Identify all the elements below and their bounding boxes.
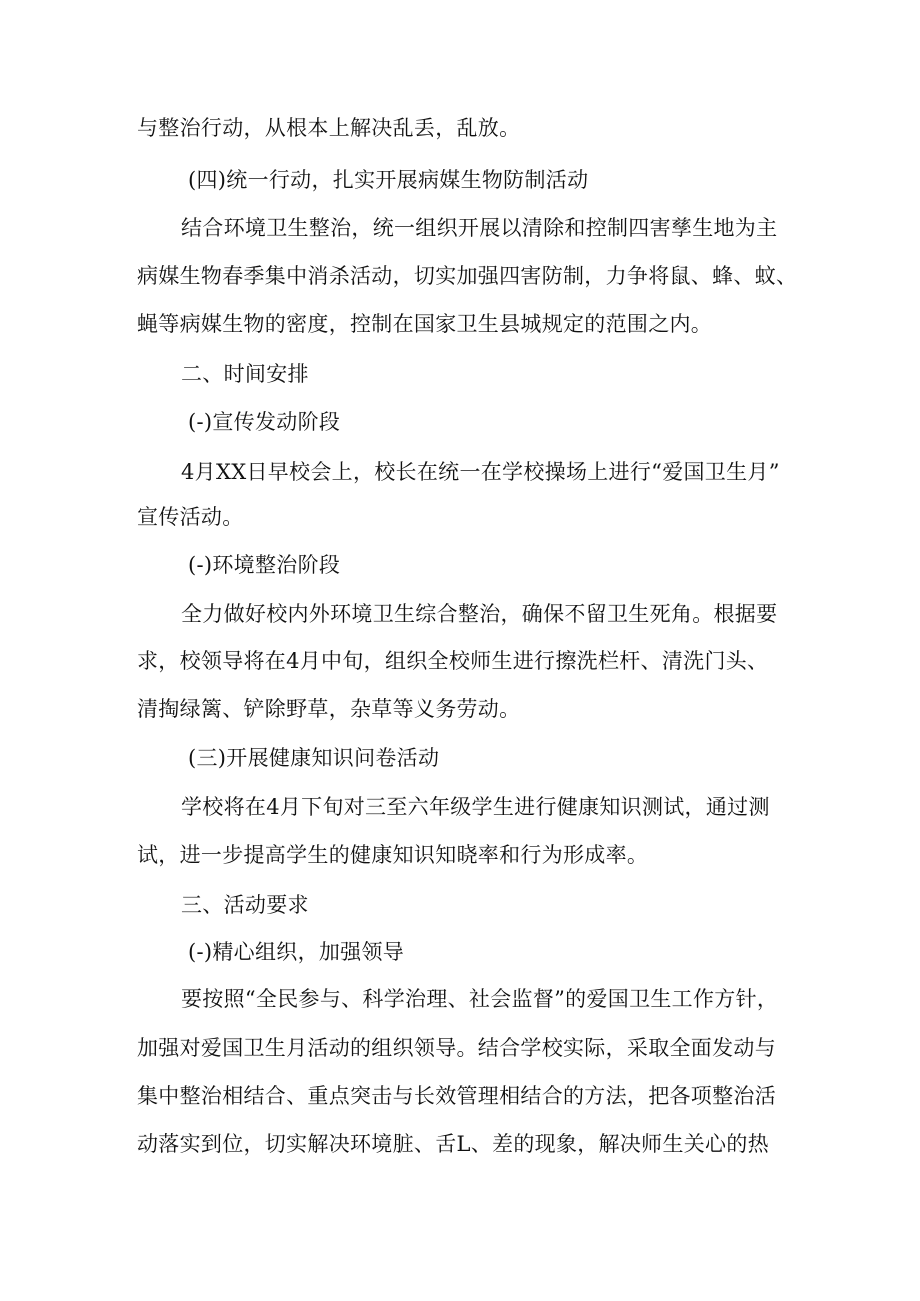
body-text-line: 清掏绿篱、铲除野草，杂草等义务劳动。 xyxy=(137,697,521,721)
body-text-line: 集中整治相结合、重点突击与长效管理相结合的方法，把各项整治活 xyxy=(137,1084,776,1108)
body-text-line: 试，进一步提高学生的健康知识知晓率和行为形成率。 xyxy=(137,843,649,867)
body-text-line: 病媒生物春季集中消杀活动，切实加强四害防制，力争将鼠、蜂、蚊、 xyxy=(137,264,798,288)
subsection-heading: (三)开展健康知识问卷活动 xyxy=(188,746,440,770)
section-heading: 三、活动要求 xyxy=(181,893,309,917)
body-text-line: 加强对爱国卫生月活动的组织领导。结合学校实际，采取全面发动与 xyxy=(137,1036,776,1060)
paragraph-first-line: 结合环境卫生整治，统一组织开展以清除和控制四害孳生地为主 xyxy=(181,216,778,240)
subsection-heading: (-)环境整治阶段 xyxy=(188,553,341,577)
body-text-line: 动落实到位，切实解决环境脏、舌L、差的现象，解决师生关心的热 xyxy=(137,1132,769,1156)
paragraph-first-line: 要按照“全民参与、科学治理、社会监督”的爱国卫生工作方针， xyxy=(181,987,779,1011)
section-heading: (四)统一行动，扎实开展病媒生物防制活动 xyxy=(188,168,589,192)
paragraph-first-line: 4月XX日早校会上，校长在统一在学校操场上进行“爱国卫生月” xyxy=(181,460,780,484)
subsection-heading: (-)宣传发动阶段 xyxy=(188,410,341,434)
section-heading: 二、时间安排 xyxy=(181,362,309,386)
paragraph-first-line: 全力做好校内外环境卫生综合整治，确保不留卫生死角。根据要 xyxy=(181,602,778,626)
body-text-line: 蝇等病媒生物的密度，控制在国家卫生县城规定的范围之内。 xyxy=(137,312,713,336)
subsection-heading: (-)精心组织，加强领导 xyxy=(188,940,405,964)
body-text-line: 宣传活动。 xyxy=(137,505,244,529)
body-text-line: 与整治行动，从根本上解决乱丢，乱放。 xyxy=(137,116,521,140)
paragraph-first-line: 学校将在4月下旬对三至六年级学生进行健康知识测试，通过测 xyxy=(181,795,770,819)
body-text-line: 求，校领导将在4月中旬，组织全校师生进行擦洗栏杆、清洗门头、 xyxy=(137,649,769,673)
